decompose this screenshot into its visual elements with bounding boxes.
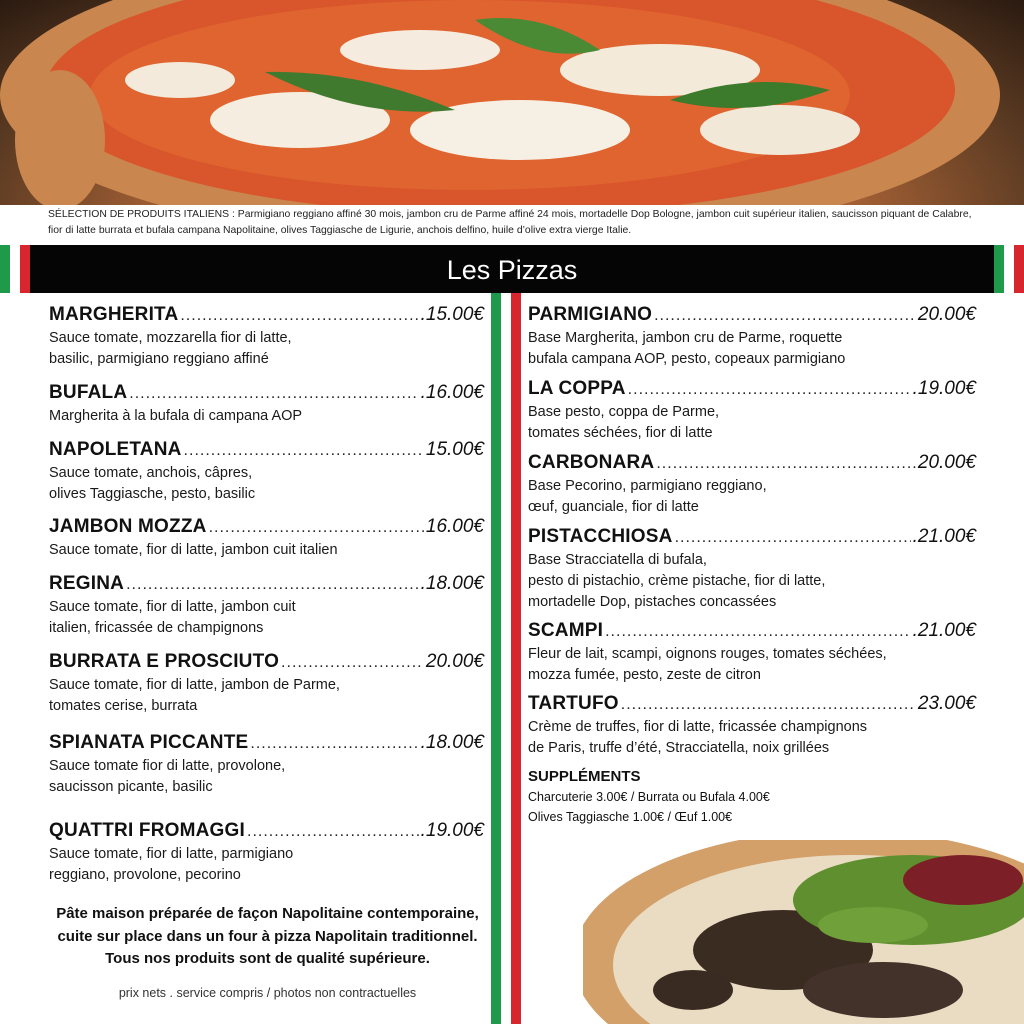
- item-price: .19.00€: [420, 820, 484, 841]
- item-desc: pesto di pistachio, crème pistache, fior di latte,: [528, 573, 826, 589]
- item-price: 16.00€: [425, 516, 484, 537]
- note-line: cuite sur place dans un four à pizza Napolitain traditionnel.: [57, 927, 478, 945]
- item-name: BURRATA E PROSCIUTO: [49, 651, 280, 672]
- item-desc: Sauce tomate, fior di latte, parmigiano: [49, 846, 294, 862]
- item-desc: saucisson picante, basilic: [49, 779, 213, 795]
- supplements-section: [528, 768, 976, 827]
- item-name: BUFALA: [49, 382, 128, 403]
- menu-item-parmigiano: [528, 304, 976, 370]
- item-desc: Base Stracciatella di bufala,: [528, 552, 707, 568]
- menu-item-scampi: [528, 620, 976, 686]
- item-desc: tomates séchées, fior di latte: [528, 425, 713, 441]
- note-line: Tous nos produits sont de qualité supérieure.: [105, 950, 430, 967]
- item-name: REGINA: [49, 573, 125, 594]
- item-desc: Crème de truffes, fior di latte, fricassée champignons: [528, 719, 868, 735]
- menu-item-burrata-e-prosciuto: [49, 651, 484, 717]
- item-price: 20.00€: [425, 651, 484, 672]
- fine-print: prix nets . service compris / photos non contractuelles: [118, 986, 417, 1000]
- house-dough-note: [40, 903, 495, 971]
- item-desc: de Paris, truffe d’été, Stracciatella, noix grillées: [528, 740, 830, 756]
- supplements-line: Olives Taggiasche 1.00€ / Œuf 1.00€: [528, 810, 733, 824]
- menu-item-jambon-mozza: [49, 516, 484, 561]
- item-name: LA COPPA: [528, 378, 626, 399]
- truffle-pizza-image: [583, 840, 1024, 1024]
- menu-item-napoletana: [49, 439, 484, 505]
- item-desc: Fleur de lait, scampi, oignons rouges, tomates séchées,: [528, 646, 887, 662]
- menu-item-la-coppa: [528, 378, 976, 444]
- item-name: TARTUFO: [528, 693, 619, 714]
- margherita-pizza-image: [0, 0, 1024, 205]
- item-desc: Sauce tomate, fior di latte, jambon de Parme,: [49, 677, 340, 693]
- item-price: 20.00€: [917, 304, 976, 325]
- item-desc: mozza fumée, pesto, zeste de citron: [528, 667, 761, 683]
- hero-pizza-photo: [0, 0, 1024, 205]
- item-desc: reggiano, provolone, pecorino: [49, 867, 241, 883]
- item-desc: olives Taggiasche, pesto, basilic: [49, 486, 256, 502]
- item-desc: Base pesto, coppa de Parme,: [528, 404, 720, 420]
- item-desc: Sauce tomate, fior di latte, jambon cuit italien: [49, 542, 338, 558]
- item-desc: Base Margherita, jambon cru de Parme, roquette: [528, 330, 843, 346]
- item-name: QUATTRI FROMAGGI: [49, 820, 245, 841]
- item-price: .21.00€: [912, 620, 976, 641]
- item-desc: tomates cerise, burrata: [49, 698, 198, 714]
- item-price: .19.00€: [912, 378, 976, 399]
- supplements-title: SUPPLÉMENTS: [528, 768, 641, 785]
- menu-item-carbonara: [528, 452, 976, 518]
- italian-products-intro: SÉLECTION DE PRODUITS ITALIENS : Parmigiano reggiano affiné 30 mois, jambon cru de Parme affiné 24 mois, mortadelle Dop Bologne, jambon cuit supérieur italien, saucisson piquant de Calabre, fior di latte burrata et bufala campana Napolitaine, olives Taggiasche de Ligurie, anchois delfino, huile d’olive extra vierge Italie.: [48, 209, 972, 236]
- item-desc: Base Pecorino, parmigiano reggiano,: [528, 478, 767, 494]
- menu-item-bufala: [49, 382, 484, 427]
- item-price: .15.00€: [420, 304, 484, 325]
- item-price: .21.00€: [912, 526, 976, 547]
- item-desc: Margherita à la bufala di campana AOP: [49, 408, 303, 424]
- item-name: PARMIGIANO: [528, 304, 653, 325]
- menu-item-margherita: [49, 304, 484, 370]
- item-desc: bufala campana AOP, pesto, copeaux parmigiano: [528, 351, 846, 367]
- item-price: .18.00€: [420, 573, 484, 594]
- item-desc: œuf, guanciale, fior di latte: [528, 499, 699, 515]
- item-name: JAMBON MOZZA: [49, 516, 207, 537]
- item-desc: Sauce tomate, mozzarella fior di latte,: [49, 330, 292, 346]
- item-price: 15.00€: [425, 439, 484, 460]
- item-name: SPIANATA PICCANTE: [49, 732, 249, 753]
- menu-item-tartufo: [528, 693, 976, 759]
- item-desc: italien, fricassée de champignons: [49, 620, 264, 636]
- item-name: NAPOLETANA: [49, 439, 182, 460]
- italian-flag-right: [994, 245, 1024, 293]
- supplements-line: Charcuterie 3.00€ / Burrata ou Bufala 4.00€: [528, 790, 770, 804]
- item-name: PISTACCHIOSA: [528, 526, 673, 547]
- item-price: .16.00€: [420, 382, 484, 403]
- italian-flag-left: [0, 245, 30, 293]
- section-title-band: [30, 245, 994, 293]
- item-price: .18.00€: [420, 732, 484, 753]
- menu-item-pistacchiosa: [528, 526, 976, 613]
- item-price: 20.00€: [917, 452, 976, 473]
- item-desc: mortadelle Dop, pistaches concassées: [528, 594, 777, 610]
- section-title: Les Pizzas: [446, 255, 578, 285]
- item-desc: Sauce tomate, fior di latte, jambon cuit: [49, 599, 296, 615]
- menu-item-quattri-fromaggi: [49, 820, 484, 886]
- note-line: Pâte maison préparée de façon Napolitaine contemporaine,: [56, 905, 479, 922]
- menu-item-regina: [49, 573, 484, 639]
- item-price: 23.00€: [917, 693, 976, 714]
- item-desc: Sauce tomate fior di latte, provolone,: [49, 758, 286, 774]
- item-name: SCAMPI: [528, 620, 604, 641]
- item-name: MARGHERITA: [49, 304, 179, 325]
- column-divider-flag: [491, 293, 521, 1024]
- item-desc: Sauce tomate, anchois, câpres,: [49, 465, 253, 481]
- item-desc: basilic, parmigiano reggiano affiné: [49, 351, 269, 367]
- menu-item-spianata-piccante: [49, 732, 484, 798]
- truffle-pizza-photo: [583, 840, 1024, 1024]
- item-name: CARBONARA: [528, 452, 655, 473]
